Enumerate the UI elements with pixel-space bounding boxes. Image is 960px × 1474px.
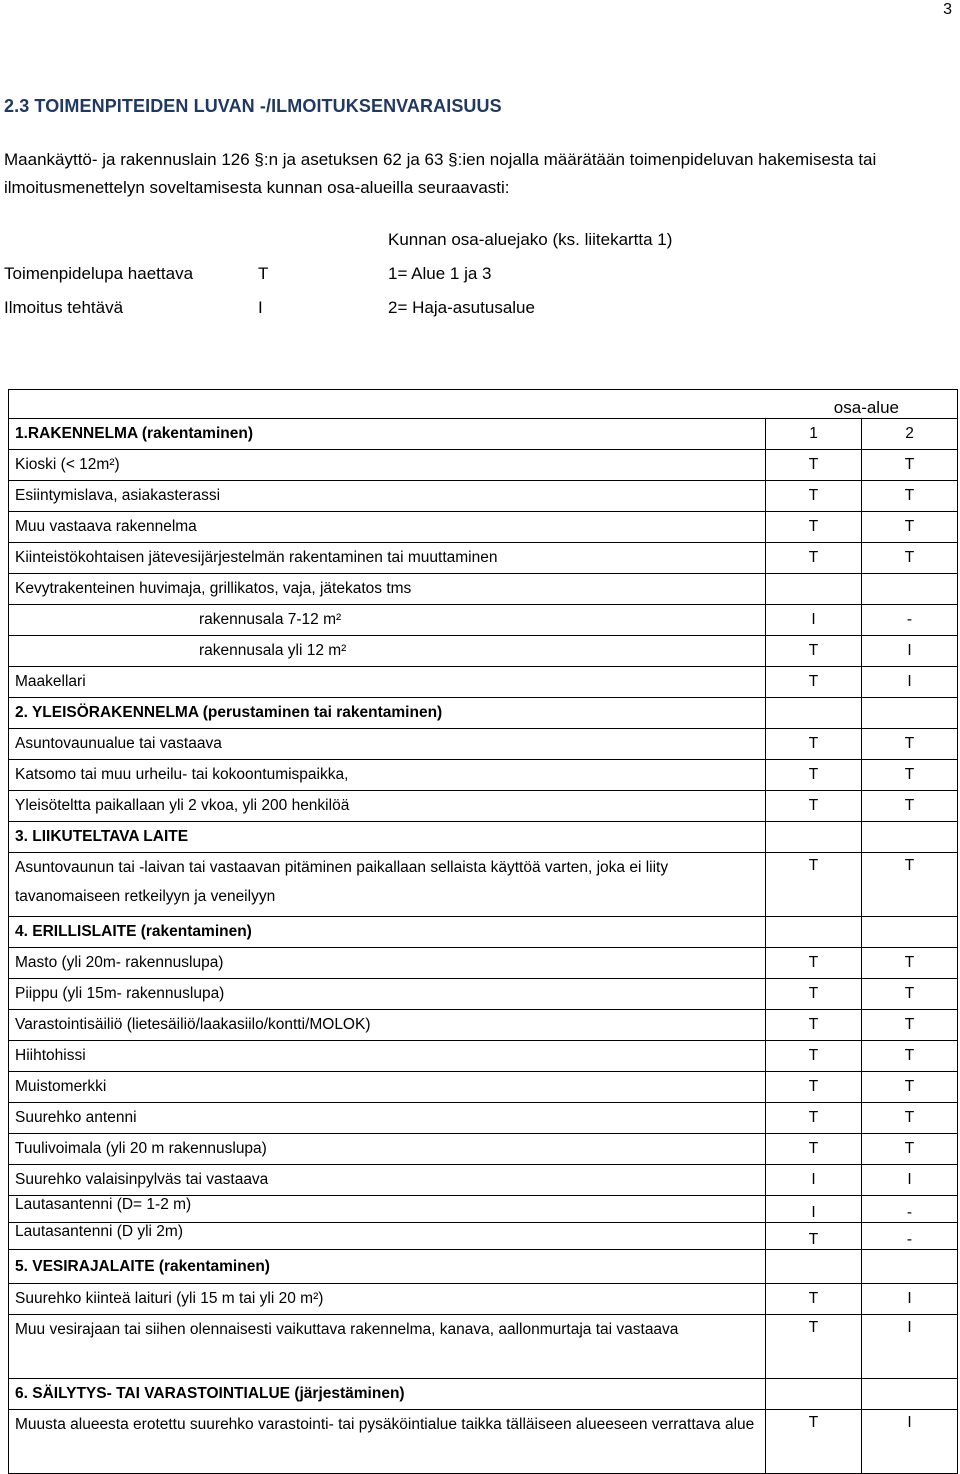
area-1-value: T — [766, 1410, 862, 1474]
area-2-value: I — [862, 1284, 958, 1315]
table-row — [9, 1196, 958, 1223]
area-2-value: - — [862, 1196, 958, 1223]
area-1-value — [766, 1379, 862, 1410]
table-row — [9, 667, 958, 698]
table-row — [9, 450, 958, 481]
area-2-value: - — [862, 1223, 958, 1250]
area-2-value: T — [862, 512, 958, 543]
area-2-value — [862, 698, 958, 729]
row-label: Muistomerkki — [9, 1072, 766, 1103]
area-1-value: T — [766, 543, 862, 574]
area-2-value: I — [862, 1165, 958, 1196]
area-1-value — [766, 822, 862, 853]
table-row — [9, 729, 958, 760]
area-1-value: T — [766, 1010, 862, 1041]
area-1-value: T — [766, 853, 862, 917]
row-label: Masto (yli 20m- rakennuslupa) — [9, 948, 766, 979]
area-2-value: T — [862, 1010, 958, 1041]
section-title: 2. YLEISÖRAKENNELMA (perustaminen tai rakentaminen) — [9, 698, 766, 729]
area-1-value: T — [766, 1284, 862, 1315]
row-label: rakennusala yli 12 m² — [9, 636, 766, 667]
area-2-value: I — [862, 1315, 958, 1379]
table-row — [9, 543, 958, 574]
area-2-value: T — [862, 791, 958, 822]
area-1-value — [766, 917, 862, 948]
area-1-value: T — [766, 636, 862, 667]
area-1-value: T — [766, 450, 862, 481]
row-label: Piippu (yli 15m- rakennuslupa) — [9, 979, 766, 1010]
row-label: Muu vesirajaan tai siihen olennaisesti vaikuttava rakennelma, kanava, aallonmurtaja tai vastaava — [9, 1315, 766, 1379]
section-row — [9, 1250, 958, 1284]
table-row — [9, 1134, 958, 1165]
area-1-value: T — [766, 1041, 862, 1072]
area-2-value: T — [862, 853, 958, 917]
area-2-value: T — [862, 1103, 958, 1134]
table-row — [9, 1041, 958, 1072]
section-title: 5. VESIRAJALAITE (rakentaminen) — [9, 1250, 766, 1284]
notice-required-label: Ilmoitus tehtävä — [4, 298, 124, 317]
area-2-value: I — [862, 1410, 958, 1474]
section-row — [9, 917, 958, 948]
table-row — [9, 948, 958, 979]
row-label: Yleisöteltta paikallaan yli 2 vkoa, yli 200 henkilöä — [9, 791, 766, 822]
section-heading: 2.3 TOIMENPITEIDEN LUVAN -/ILMOITUKSENVARAISUUS — [4, 96, 502, 116]
table-row — [9, 1223, 958, 1250]
notice-required-code: I — [258, 298, 263, 317]
area-2-value: I — [862, 667, 958, 698]
row-label: Maakellari — [9, 667, 766, 698]
area-2-value: T — [862, 948, 958, 979]
table-row — [9, 760, 958, 791]
row-label: Kioski (< 12m²) — [9, 450, 766, 481]
section-row — [9, 1379, 958, 1410]
table-row — [9, 605, 958, 636]
area-2-value: T — [862, 450, 958, 481]
area-2-value: I — [862, 636, 958, 667]
section-title: 3. LIIKUTELTAVA LAITE — [9, 822, 766, 853]
area-2-legend: 2= Haja-asutusalue — [388, 298, 535, 317]
row-label: Suurehko valaisinpylväs tai vastaava — [9, 1165, 766, 1196]
row-label: Katsomo tai muu urheilu- tai kokoontumispaikka, — [9, 760, 766, 791]
area-1-value: 1 — [766, 419, 862, 450]
row-label: Tuulivoimala (yli 20 m rakennuslupa) — [9, 1134, 766, 1165]
table-row — [9, 574, 958, 605]
area-2-value: T — [862, 543, 958, 574]
table-row — [9, 512, 958, 543]
area-1-value: I — [766, 1196, 862, 1223]
area-2-value: 2 — [862, 419, 958, 450]
area-2-value: T — [862, 1134, 958, 1165]
permit-required-label: Toimenpidelupa haettava — [4, 264, 194, 283]
area-2-value — [862, 574, 958, 605]
row-label: Kevytrakenteinen huvimaja, grillikatos, vaja, jätekatos tms — [9, 574, 766, 605]
row-label: Suurehko kiinteä laituri (yli 15 m tai yli 20 m²) — [9, 1284, 766, 1315]
area-2-value — [862, 1250, 958, 1284]
area-1-value: T — [766, 1223, 862, 1250]
row-label: Hiihtohissi — [9, 1041, 766, 1072]
area-2-value — [862, 822, 958, 853]
row-label: Lautasantenni (D= 1-2 m) — [9, 1196, 766, 1223]
area-2-value — [862, 1379, 958, 1410]
area-1-legend: 1= Alue 1 ja 3 — [388, 264, 492, 283]
table-row — [9, 791, 958, 822]
section-row — [9, 822, 958, 853]
area-1-value: T — [766, 512, 862, 543]
area-column-header: osa-alue — [9, 390, 958, 419]
table-row — [9, 1165, 958, 1196]
table-row — [9, 1284, 958, 1315]
table-row — [9, 636, 958, 667]
row-label: Muusta alueesta erotettu suurehko varastointi- tai pysäköintialue taikka tälläiseen alueeseen verrattava alue — [9, 1410, 766, 1474]
row-label: Muu vastaava rakennelma — [9, 512, 766, 543]
area-1-value — [766, 698, 862, 729]
row-label: Asuntovaunun tai -laivan tai vastaavan pitäminen paikallaan sellaista käyttöä varten, joka ei liity tavanomaiseen retkeilyyn ja veneilyyn — [9, 853, 766, 917]
area-1-value: T — [766, 760, 862, 791]
area-1-value: T — [766, 667, 862, 698]
area-1-value: T — [766, 481, 862, 512]
area-1-value — [766, 1250, 862, 1284]
row-label: Esiintymislava, asiakasterassi — [9, 481, 766, 512]
area-1-value: I — [766, 1165, 862, 1196]
area-division-title: Kunnan osa-aluejako (ks. liitekartta 1) — [388, 230, 673, 249]
area-2-value: T — [862, 481, 958, 512]
area-1-value: I — [766, 605, 862, 636]
area-1-value: T — [766, 1315, 862, 1379]
intro-paragraph: Maankäyttö- ja rakennuslain 126 §:n ja asetuksen 62 ja 63 §:ien nojalla määrätään toimenpideluvan hakemisesta tai ilmoitusmenettelyn soveltamisesta kunnan osa-alueilla seuraavasti: — [4, 150, 877, 197]
area-1-value: T — [766, 948, 862, 979]
row-label: Varastointisäiliö (lietesäiliö/laakasiilo/kontti/MOLOK) — [9, 1010, 766, 1041]
area-1-value: T — [766, 1103, 862, 1134]
area-1-value: T — [766, 729, 862, 760]
table-row — [9, 1315, 958, 1379]
row-label: Asuntovaunualue tai vastaava — [9, 729, 766, 760]
area-2-value: T — [862, 1041, 958, 1072]
table-row — [9, 481, 958, 512]
area-1-value: T — [766, 1072, 862, 1103]
table-row — [9, 853, 958, 917]
area-1-value — [766, 574, 862, 605]
area-1-value: T — [766, 1134, 862, 1165]
table-row — [9, 979, 958, 1010]
section-title: 6. SÄILYTYS- TAI VARASTOINTIALUE (järjestäminen) — [9, 1379, 766, 1410]
row-label: Suurehko antenni — [9, 1103, 766, 1134]
section-title: 4. ERILLISLAITE (rakentaminen) — [9, 917, 766, 948]
area-2-value: T — [862, 979, 958, 1010]
row-label: Lautasantenni (D yli 2m) — [9, 1223, 766, 1250]
row-label: rakennusala 7-12 m² — [9, 605, 766, 636]
area-2-value: T — [862, 1072, 958, 1103]
row-label: Kiinteistökohtaisen jätevesijärjestelmän rakentaminen tai muuttaminen — [9, 543, 766, 574]
section-row — [9, 698, 958, 729]
permit-required-code: T — [258, 264, 269, 283]
table-row — [9, 1010, 958, 1041]
section-title: 1.RAKENNELMA (rakentaminen) — [9, 419, 766, 450]
area-1-value: T — [766, 979, 862, 1010]
section-row — [9, 419, 958, 450]
page-number: 3 — [943, 1, 952, 18]
area-2-value: T — [862, 760, 958, 791]
table-header-row — [9, 390, 958, 419]
table-row — [9, 1072, 958, 1103]
table-row — [9, 1410, 958, 1474]
permit-table — [8, 389, 958, 1474]
area-2-value: - — [862, 605, 958, 636]
area-1-value: T — [766, 791, 862, 822]
table-row — [9, 1103, 958, 1134]
area-2-value: T — [862, 729, 958, 760]
area-2-value — [862, 917, 958, 948]
